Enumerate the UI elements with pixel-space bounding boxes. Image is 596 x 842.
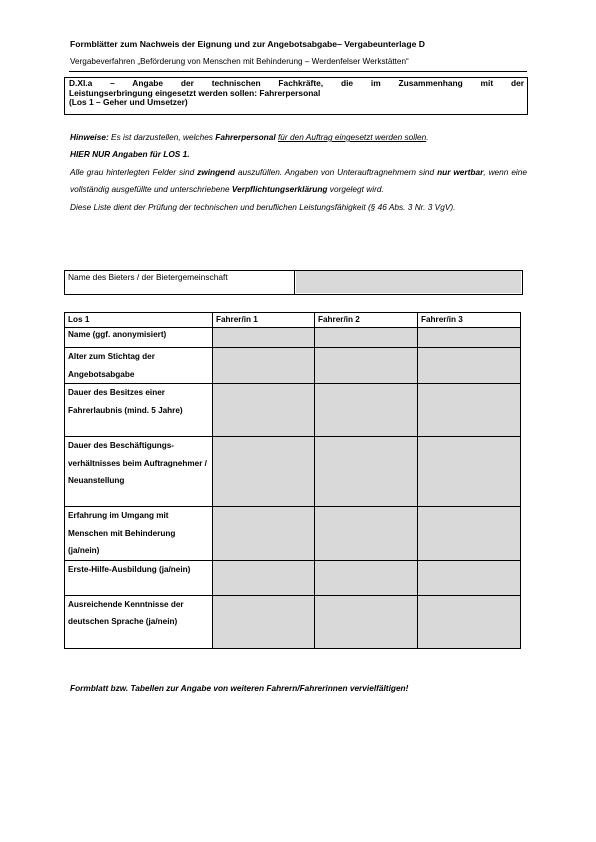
table-row <box>65 560 521 595</box>
driver-1-age-cell[interactable] <box>213 348 315 384</box>
driver-table <box>64 312 521 649</box>
driver-2-age-cell[interactable] <box>315 348 418 384</box>
row-label-name: Name (ggf. anonymisiert) <box>65 328 213 348</box>
row-label-age: Alter zum Stichtag der Angebotsabgabe <box>65 348 213 384</box>
driver-2-license-cell[interactable] <box>315 384 418 437</box>
hint-emphasis: zwingend <box>197 166 235 177</box>
row-label-first-aid: Erste-Hilfe-Ausbildung (ja/nein) <box>65 560 213 595</box>
driver-1-license-cell[interactable] <box>213 384 315 437</box>
hint-label: Hinweise: <box>70 132 109 142</box>
driver-2-employment-cell[interactable] <box>315 437 418 507</box>
section-heading-line-1: D.XI.a – Angabe der technischen Fachkräfte, die im Zusammenhang mit der <box>69 78 524 88</box>
section-heading-box <box>64 77 528 115</box>
driver-2-german-cell[interactable] <box>315 595 418 648</box>
driver-1-german-cell[interactable] <box>213 595 315 648</box>
row-label-german: Ausreichende Kenntnisse der deutschen Sprache (ja/nein) <box>65 595 213 648</box>
driver-3-license-cell[interactable] <box>418 384 521 437</box>
driver-3-employment-cell[interactable] <box>418 437 521 507</box>
table-row <box>65 328 521 348</box>
hint-emphasis: Verpflichtungserklärung <box>231 184 328 195</box>
table-header-driver-3: Fahrer/in 3 <box>418 313 521 328</box>
driver-2-name-cell[interactable] <box>315 328 418 348</box>
driver-3-name-cell[interactable] <box>418 328 521 348</box>
hint-paragraph-2 <box>70 146 527 163</box>
table-row <box>65 437 521 507</box>
table-header-los: Los 1 <box>65 313 213 328</box>
driver-3-experience-cell[interactable] <box>418 507 521 561</box>
hint-text: Alle grau hinterlegten Felder sind <box>70 166 198 177</box>
driver-1-experience-cell[interactable] <box>213 507 315 561</box>
table-row <box>65 348 521 384</box>
document-title: Formblätter zum Nachweis der Eignung und zur Angebotsabgabe– Vergabeunterlage D <box>70 39 425 49</box>
header-divider <box>69 71 527 72</box>
driver-1-name-cell[interactable] <box>213 328 315 348</box>
bidder-name-row <box>64 270 523 295</box>
table-row <box>65 595 521 648</box>
hint-paragraph-3 <box>70 164 527 199</box>
hint-text: Es ist darzustellen, welches <box>108 132 216 142</box>
driver-3-german-cell[interactable] <box>418 595 521 648</box>
driver-3-age-cell[interactable] <box>418 348 521 384</box>
driver-2-first-aid-cell[interactable] <box>315 560 418 595</box>
driver-2-experience-cell[interactable] <box>315 507 418 561</box>
hint-text: . <box>426 132 429 142</box>
procedure-subtitle: Vergabeverfahren „Beförderung von Menschen mit Behinderung – Werdenfelser Werkstätten“ <box>70 57 409 66</box>
hint-text: , wenn eine vollständig ausgefüllte und unterschriebene <box>70 166 527 195</box>
driver-1-employment-cell[interactable] <box>213 437 315 507</box>
driver-1-first-aid-cell[interactable] <box>213 560 315 595</box>
hints-block <box>70 129 527 216</box>
bidder-name-label: Name des Bieters / der Bietergemeinschaft <box>65 271 295 294</box>
bidder-name-field[interactable] <box>296 271 521 293</box>
hint-los-note: HIER NUR Angaben für LOS 1. <box>70 149 190 160</box>
hint-text: vorgelegt wird. <box>327 184 384 195</box>
section-heading-line-2: Leistungserbringung eingesetzt werden sollen: Fahrerpersonal <box>69 87 321 98</box>
hint-emphasis: nur wertbar <box>437 166 484 177</box>
table-header-driver-2: Fahrer/in 2 <box>315 313 418 328</box>
row-label-experience: Erfahrung im Umgang mit Menschen mit Behinderung (ja/nein) <box>65 507 213 561</box>
row-label-license-duration: Dauer des Besitzes einer Fahrerlaubnis (mind. 5 Jahre) <box>65 384 213 437</box>
driver-3-first-aid-cell[interactable] <box>418 560 521 595</box>
table-row <box>65 507 521 561</box>
row-label-employment: Dauer des Beschäftigungs-verhältnisses beim Auftragnehmer / Neuanstellung <box>65 437 213 507</box>
hint-paragraph-4: Diese Liste dient der Prüfung der technischen und beruflichen Leistungsfähigkeit (§ 46 Abs. 3 Nr. 3 VgV). <box>70 201 456 212</box>
table-header-row <box>65 313 521 328</box>
table-row <box>65 384 521 437</box>
hint-text: auszufüllen. Angaben von Unterauftragnehmern sind <box>234 166 438 177</box>
table-header-driver-1: Fahrer/in 1 <box>213 313 315 328</box>
hint-paragraph-1 <box>70 129 527 146</box>
hint-underlined: für den Auftrag eingesetzt werden sollen <box>277 132 427 142</box>
duplicate-form-note: Formblatt bzw. Tabellen zur Angabe von weiteren Fahrern/Fahrerinnen vervielfältigen! <box>70 683 409 693</box>
hint-emphasis: Fahrerpersonal <box>215 132 276 142</box>
section-heading-line-3: (Los 1 – Geher und Umsetzer) <box>69 97 188 108</box>
